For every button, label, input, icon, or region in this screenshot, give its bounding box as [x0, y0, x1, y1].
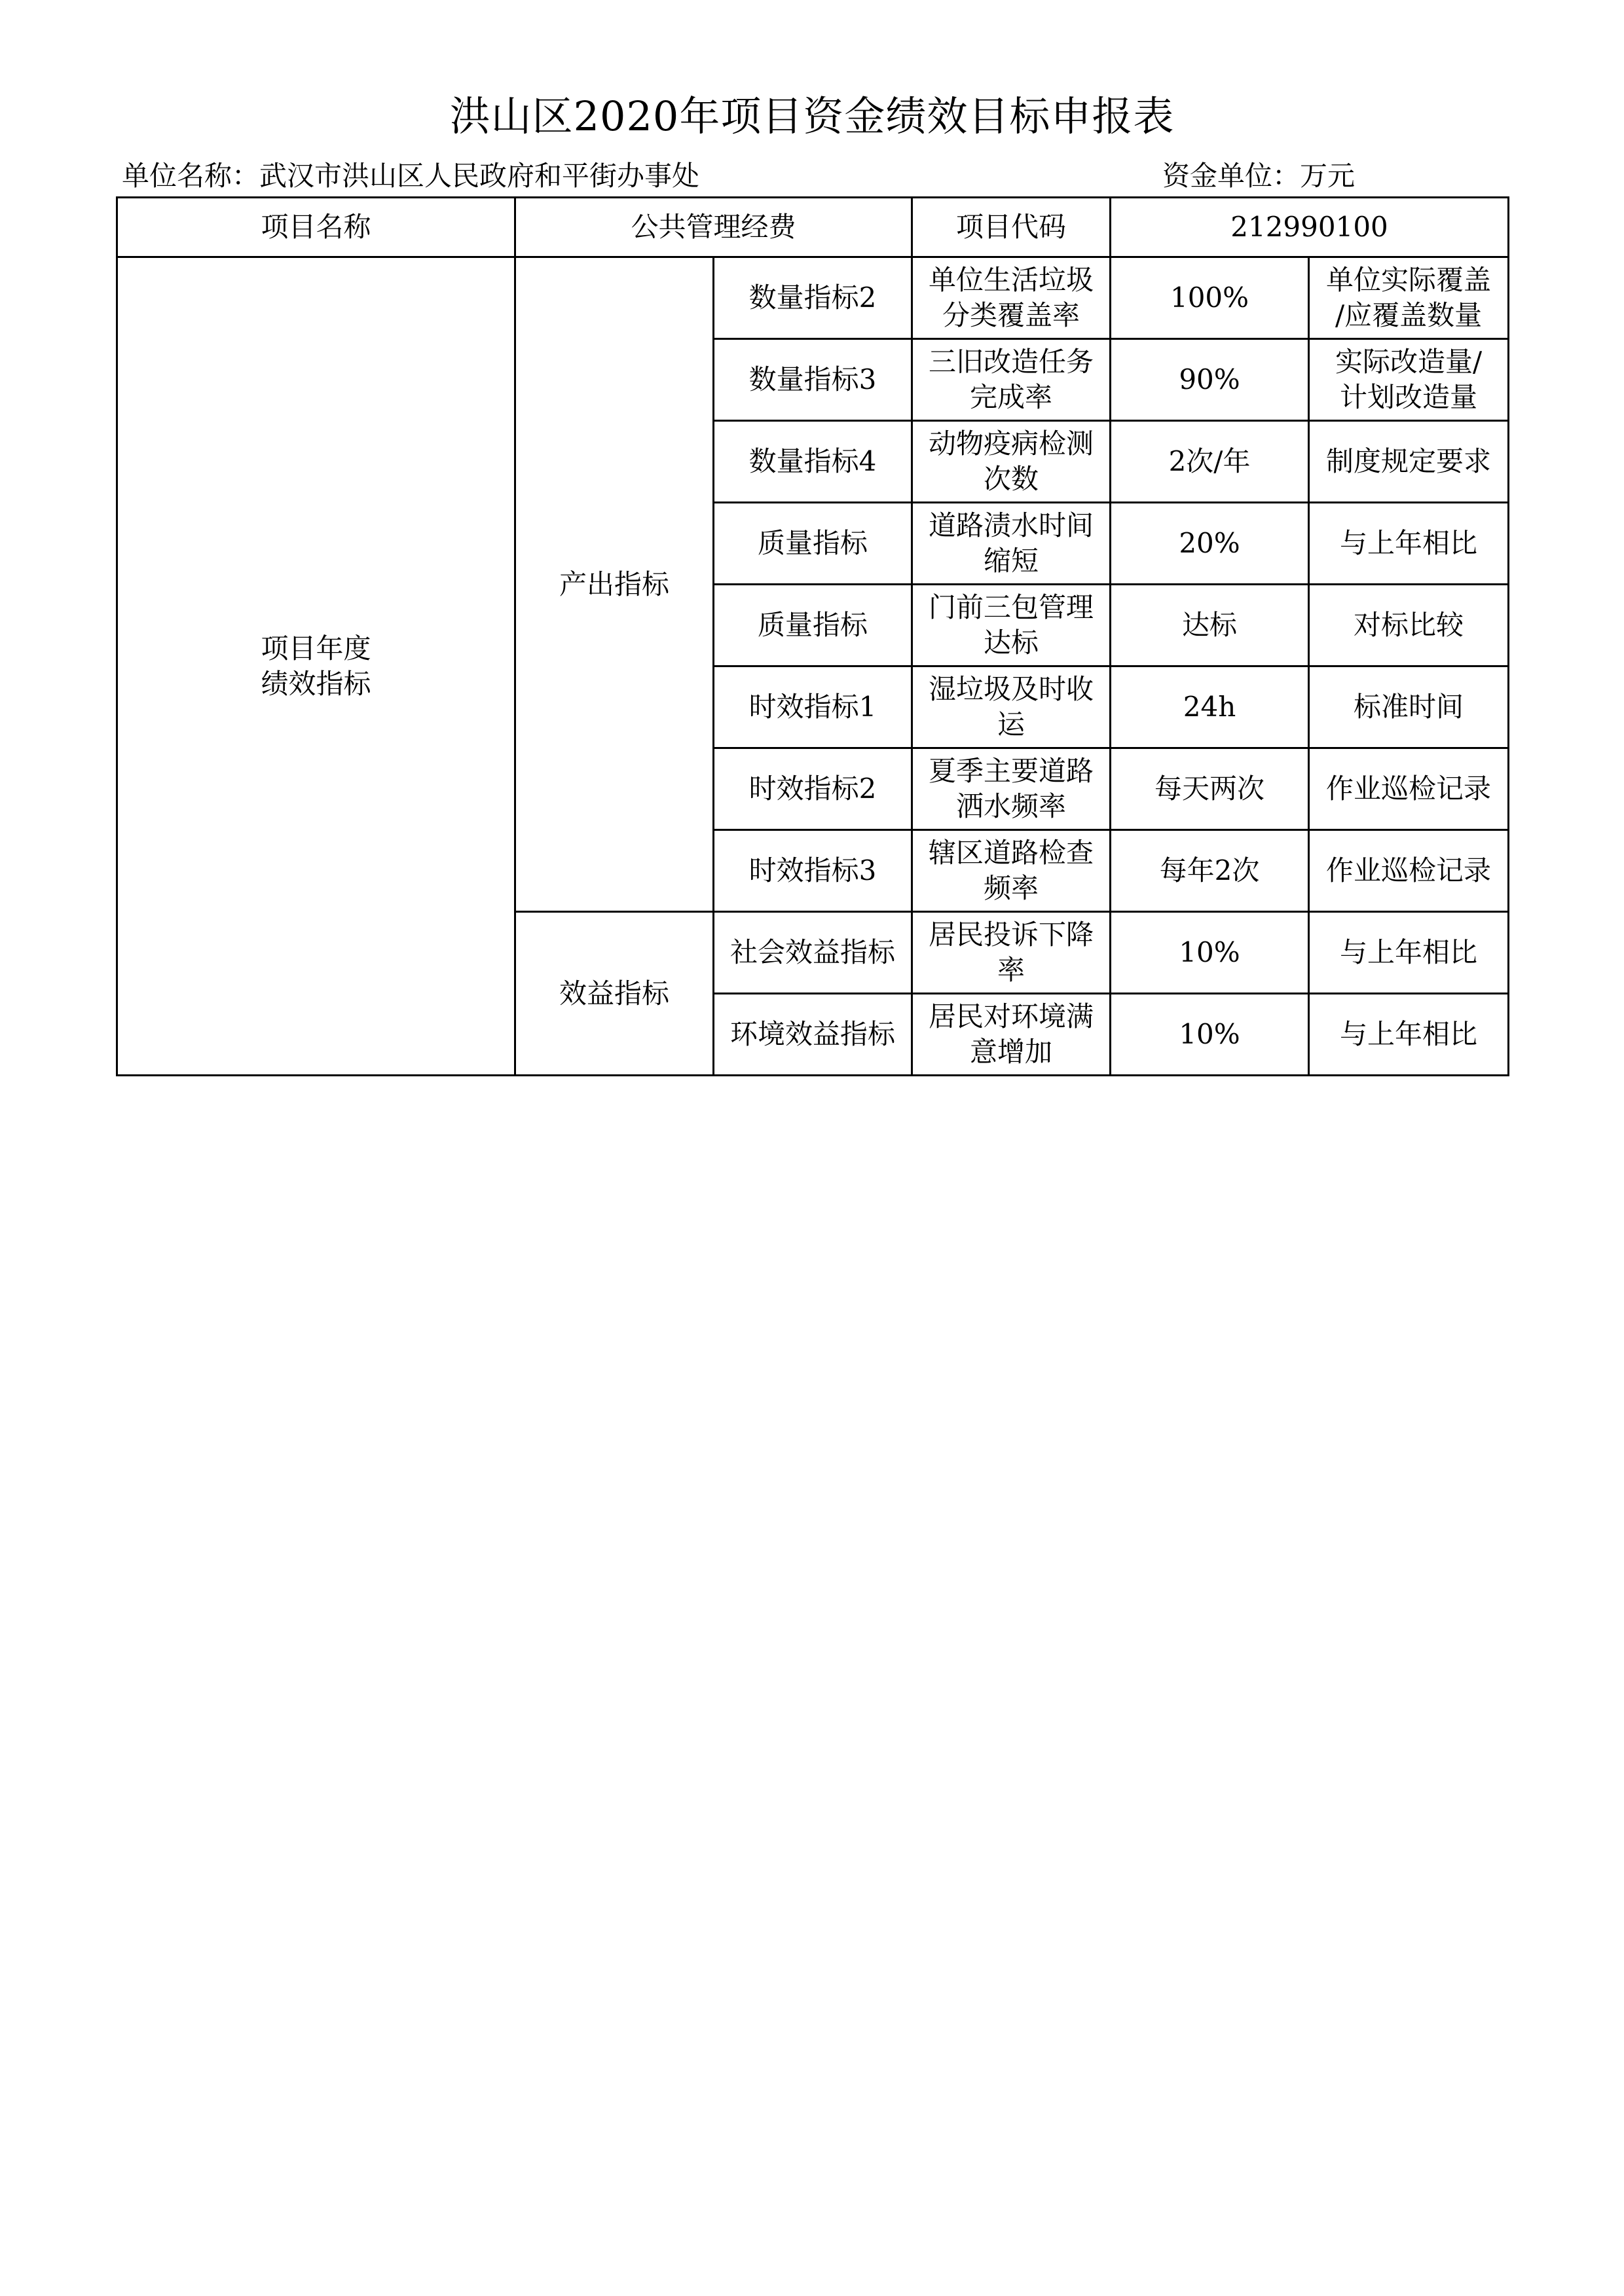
indicator-content [912, 748, 1111, 830]
fund-unit-label: 资金单位：万元 [1162, 160, 1356, 192]
indicator-name: 数量指标4 [714, 421, 912, 503]
indicator-basis-line1: 对标比较 [1354, 609, 1464, 641]
indicator-basis [1309, 748, 1509, 830]
indicator-basis-line1: 制度规定要求 [1326, 445, 1492, 477]
indicator-name: 环境效益指标 [714, 994, 912, 1076]
project-name-label: 项目名称 [117, 198, 515, 257]
header-row [117, 198, 1509, 257]
indicator-value: 每天两次 [1111, 748, 1309, 830]
section-label [117, 257, 515, 1076]
indicator-name: 数量指标3 [714, 339, 912, 421]
indicator-name: 时效指标2 [714, 748, 912, 830]
indicator-content-line1: 单位生活垃圾 [929, 264, 1094, 296]
unit-name-label: 单位名称：武汉市洪山区人民政府和平街办事处 [122, 160, 700, 192]
indicator-name: 数量指标2 [714, 257, 912, 339]
indicator-content [912, 994, 1111, 1076]
indicator-content-line2: 缩短 [984, 545, 1039, 577]
indicator-name: 时效指标3 [714, 830, 912, 912]
indicator-content-line2: 率 [997, 954, 1025, 986]
indicator-value: 100% [1111, 257, 1309, 339]
indicator-content-line1: 湿垃圾及时收 [929, 673, 1094, 705]
indicator-basis-line1: 与上年相比 [1340, 527, 1478, 559]
indicator-content-line2: 分类覆盖率 [942, 299, 1080, 331]
indicator-basis-line1: 实际改造量/ [1335, 346, 1483, 378]
indicator-content-line1: 辖区道路检查 [929, 837, 1094, 869]
group-label: 产出指标 [515, 257, 714, 912]
indicator-content [912, 585, 1111, 666]
indicator-basis-line1: 与上年相比 [1340, 1018, 1478, 1050]
indicator-name: 质量指标 [714, 585, 912, 666]
indicator-value: 达标 [1111, 585, 1309, 666]
indicator-value: 24h [1111, 666, 1309, 748]
indicator-content-line2: 次数 [984, 463, 1039, 495]
indicator-content-line1: 夏季主要道路 [929, 755, 1094, 787]
indicator-content [912, 830, 1111, 912]
indicator-value: 90% [1111, 339, 1309, 421]
project-code-label: 项目代码 [912, 198, 1111, 257]
indicator-name: 社会效益指标 [714, 912, 912, 994]
indicator-content [912, 503, 1111, 585]
page-title: 洪山区2020年项目资金绩效目标申报表 [449, 92, 1175, 140]
indicator-content-line1: 居民投诉下降 [929, 919, 1094, 951]
indicator-content-line1: 道路渍水时间 [929, 509, 1094, 541]
indicator-content-line2: 频率 [984, 872, 1039, 904]
project-name-value: 公共管理经费 [515, 198, 912, 257]
indicator-basis [1309, 503, 1509, 585]
indicator-basis [1309, 666, 1509, 748]
table-row [117, 257, 1509, 339]
indicator-basis-line2: 计划改造量 [1340, 381, 1478, 413]
group-label: 效益指标 [515, 912, 714, 1076]
indicator-basis [1309, 585, 1509, 666]
indicator-value: 20% [1111, 503, 1309, 585]
indicator-basis-line2: /应覆盖数量 [1335, 299, 1483, 331]
indicator-content [912, 339, 1111, 421]
indicator-value: 10% [1111, 994, 1309, 1076]
indicator-content [912, 257, 1111, 339]
indicator-name: 质量指标 [714, 503, 912, 585]
indicator-content-line2: 意增加 [970, 1036, 1053, 1068]
indicator-content-line2: 洒水频率 [956, 790, 1067, 822]
indicator-basis [1309, 830, 1509, 912]
section-label-line2: 绩效指标 [261, 667, 371, 700]
project-code-value: 212990100 [1111, 198, 1509, 257]
indicator-basis-line1: 与上年相比 [1340, 936, 1478, 968]
indicator-basis [1309, 339, 1509, 421]
section-label-line1: 项目年度 [261, 632, 371, 665]
performance-target-table [116, 196, 1509, 1076]
indicator-content-line1: 三旧改造任务 [929, 346, 1094, 378]
indicator-value: 10% [1111, 912, 1309, 994]
indicator-basis [1309, 421, 1509, 503]
indicator-content-line2: 达标 [984, 627, 1039, 659]
indicator-content-line2: 完成率 [970, 381, 1053, 413]
indicator-basis-line1: 作业巡检记录 [1326, 773, 1492, 805]
indicator-value: 2次/年 [1111, 421, 1309, 503]
indicator-name: 时效指标1 [714, 666, 912, 748]
indicator-content-line1: 动物疫病检测 [929, 428, 1094, 460]
indicator-basis-line1: 单位实际覆盖 [1326, 264, 1492, 296]
indicator-content [912, 912, 1111, 994]
indicator-basis-line1: 作业巡检记录 [1326, 854, 1492, 886]
indicator-content-line2: 运 [997, 708, 1025, 740]
indicator-content [912, 421, 1111, 503]
indicator-basis [1309, 912, 1509, 994]
indicator-basis [1309, 257, 1509, 339]
indicator-basis [1309, 994, 1509, 1076]
indicator-content [912, 666, 1111, 748]
indicator-value: 每年2次 [1111, 830, 1309, 912]
indicator-content-line1: 门前三包管理 [929, 591, 1094, 623]
indicator-basis-line1: 标准时间 [1354, 691, 1464, 723]
indicator-content-line1: 居民对环境满 [929, 1000, 1094, 1032]
